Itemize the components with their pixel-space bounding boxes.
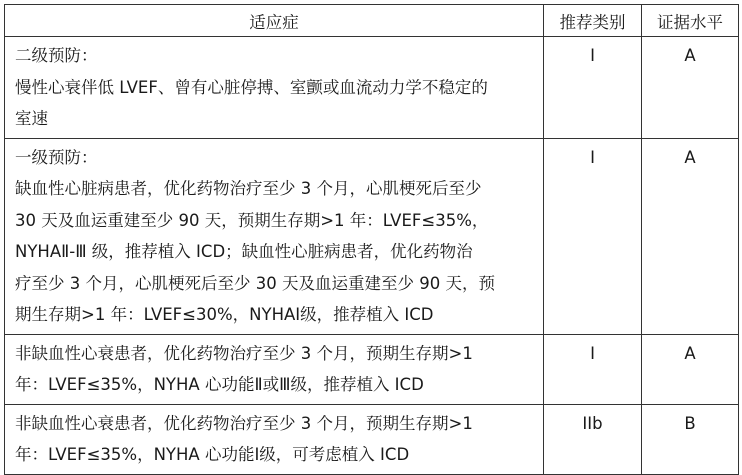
indication-line: 室速 (15, 109, 48, 128)
indication-cell (5, 138, 544, 334)
evidence-level-cell: A (642, 334, 739, 404)
recommendation-class-cell: I (544, 37, 642, 139)
indication-cell (5, 334, 544, 404)
indication-cell (5, 404, 544, 474)
indication-line: 一级预防： (15, 147, 98, 167)
header-row (5, 5, 739, 37)
indication-line: 二级预防： (15, 46, 98, 65)
table-row (5, 404, 739, 474)
recommendation-class-cell: I (544, 334, 642, 404)
table-row (5, 334, 739, 404)
indication-table (4, 4, 739, 475)
header-evidence-level: 证据水平 (642, 5, 739, 37)
table-row (5, 138, 739, 334)
indication-line: 30 天及血运重建至少 90 天，预期生存期>1 年：LVEF≤35%， (15, 210, 489, 230)
indication-line: 年：LVEF≤35%，NYHA 心功能Ⅱ或Ⅲ级，推荐植入 ICD (15, 375, 424, 394)
indication-line: NYHAⅡ-Ⅲ 级，推荐植入 ICD；缺血性心脏病患者，优化药物治 (15, 242, 473, 261)
header-recommendation-class: 推荐类别 (544, 5, 642, 37)
indication-line: 年：LVEF≤35%，NYHA 心功能Ⅰ级，可考虑植入 ICD (15, 445, 410, 464)
recommendation-class-cell: I (544, 138, 642, 334)
indication-line: 期生存期>1 年：LVEF≤30%，NYHAⅠ级，推荐植入 ICD (15, 305, 434, 324)
indication-cell (5, 37, 544, 139)
evidence-level-cell: A (642, 37, 739, 139)
header-indication: 适应症 (5, 5, 544, 37)
evidence-level-cell: A (642, 138, 739, 334)
indication-line: 非缺血性心衰患者，优化药物治疗至少 3 个月，预期生存期>1 (15, 343, 473, 363)
table-row (5, 37, 739, 139)
indication-line: 疗至少 3 个月，心肌梗死后至少 30 天及血运重建至少 90 天，预 (15, 273, 495, 293)
evidence-level-cell: B (642, 404, 739, 474)
indication-line: 非缺血性心衰患者，优化药物治疗至少 3 个月，预期生存期>1 (15, 413, 473, 433)
indication-line: 缺血性心脏病患者，优化药物治疗至少 3 个月，心肌梗死后至少 (15, 179, 482, 198)
recommendation-class-cell: IIb (544, 404, 642, 474)
indication-line: 慢性心衰伴低 LVEF、曾有心脏停搏、室颤或血流动力学不稳定的 (15, 77, 488, 97)
